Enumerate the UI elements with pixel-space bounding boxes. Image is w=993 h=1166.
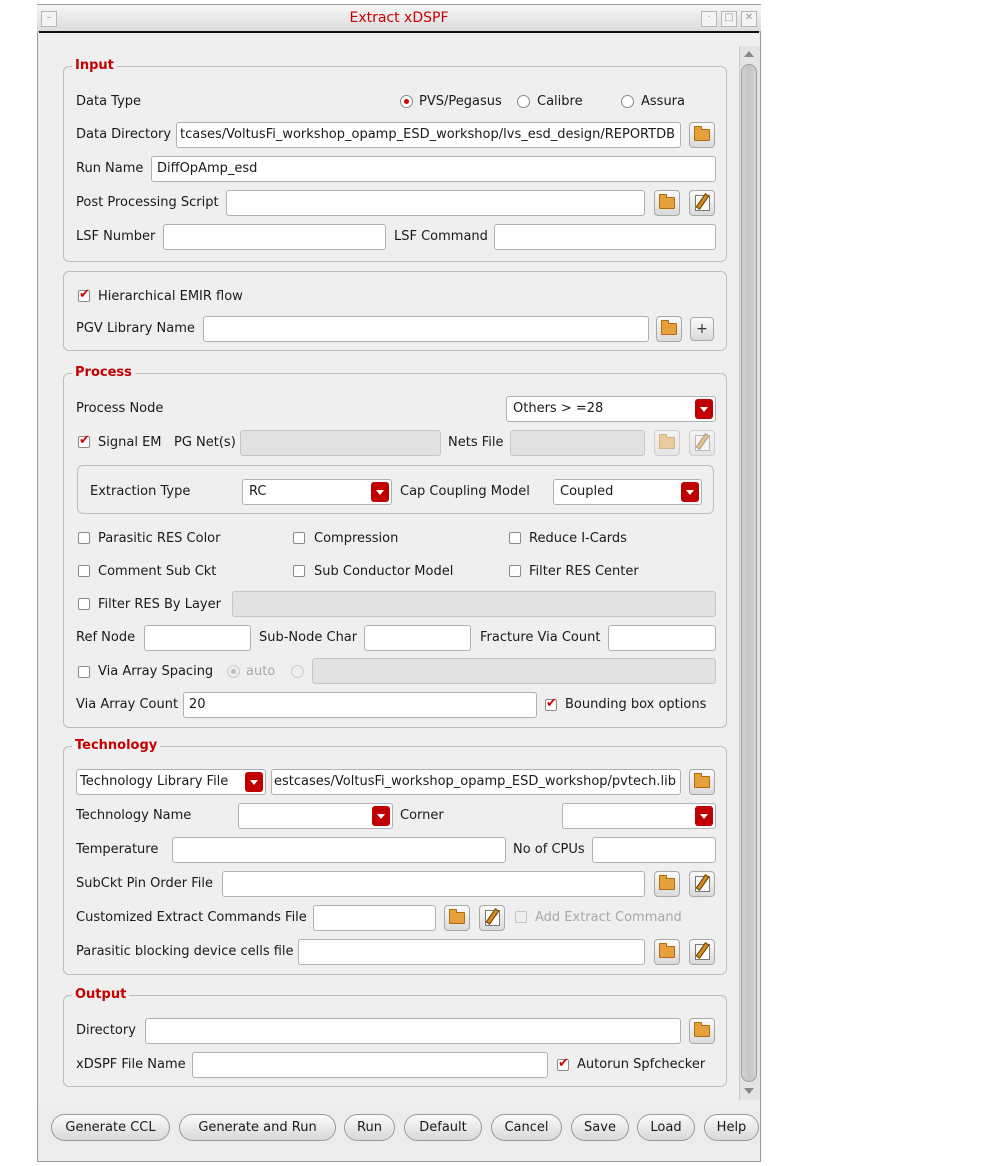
cap-coupling-dropdown[interactable] <box>553 479 702 505</box>
technology-group-label: Technology <box>72 738 160 754</box>
custom-extract-label: Customized Extract Commands File <box>76 910 307 925</box>
technology-source-dropdown[interactable] <box>76 769 266 795</box>
via-array-spacing-checkbox[interactable] <box>78 666 90 678</box>
chevron-down-icon <box>372 806 390 826</box>
sub-conductor-model-checkbox[interactable] <box>293 565 305 577</box>
folder-icon <box>659 437 675 449</box>
subckt-pin-order-field[interactable] <box>222 871 645 897</box>
window-title: Extract xDSPF <box>349 10 449 26</box>
process-node-value: Others > =28 <box>513 401 604 416</box>
chevron-down-icon <box>371 482 389 502</box>
default-button[interactable]: Default <box>404 1114 482 1141</box>
corner-dropdown[interactable] <box>562 803 716 829</box>
help-button[interactable]: Help <box>704 1114 759 1141</box>
lsf-command-field[interactable] <box>494 224 716 250</box>
folder-icon <box>659 878 675 890</box>
pgv-library-label: PGV Library Name <box>76 321 195 336</box>
folder-icon <box>659 197 675 209</box>
nets-file-label: Nets File <box>448 435 504 450</box>
lsf-command-label: LSF Command <box>394 229 488 244</box>
via-array-spacing-field <box>312 658 716 684</box>
technology-name-label: Technology Name <box>76 808 192 823</box>
custom-extract-browse-button[interactable] <box>444 905 470 931</box>
cpus-label: No of CPUs <box>513 842 585 857</box>
cap-coupling-value: Coupled <box>560 484 614 499</box>
scroll-up-icon[interactable] <box>740 47 758 63</box>
pgv-library-browse-button[interactable] <box>656 316 682 342</box>
comment-sub-ckt-checkbox[interactable] <box>78 565 90 577</box>
autorun-spfchecker-checkbox[interactable] <box>557 1059 569 1071</box>
sub-node-char-field[interactable] <box>364 625 471 651</box>
ref-node-label: Ref Node <box>76 630 136 645</box>
pgv-library-field[interactable] <box>203 316 649 342</box>
subckt-pin-browse-button[interactable] <box>654 871 680 897</box>
signal-em-checkbox[interactable] <box>78 436 90 448</box>
parasitic-res-color-checkbox[interactable] <box>78 532 90 544</box>
process-node-label: Process Node <box>76 401 164 416</box>
bounding-box-label[interactable]: Bounding box options <box>565 697 707 712</box>
process-node-dropdown[interactable] <box>506 396 716 422</box>
edit-icon <box>695 876 710 892</box>
ref-node-field[interactable] <box>144 625 251 651</box>
radio-assura-label[interactable]: Assura <box>641 94 685 109</box>
technology-library-browse-button[interactable] <box>689 769 715 795</box>
signal-em-label[interactable]: Signal EM <box>98 435 162 450</box>
compression-label[interactable]: Compression <box>314 531 399 546</box>
radio-calibre-label[interactable]: Calibre <box>537 94 583 109</box>
save-button[interactable]: Save <box>571 1114 629 1141</box>
radio-assura[interactable] <box>621 95 634 108</box>
edit-icon <box>485 910 500 926</box>
process-group-label: Process <box>72 365 135 381</box>
autorun-spfchecker-label[interactable]: Autorun Spfchecker <box>577 1057 706 1072</box>
filter-res-by-layer-field <box>232 591 716 617</box>
pgv-library-add-button[interactable] <box>690 317 714 341</box>
fracture-via-count-field[interactable] <box>608 625 716 651</box>
generate-and-run-button[interactable]: Generate and Run <box>179 1114 336 1141</box>
filter-res-center-checkbox[interactable] <box>509 565 521 577</box>
compression-checkbox[interactable] <box>293 532 305 544</box>
custom-extract-field[interactable] <box>313 905 436 931</box>
via-spacing-auto-label: auto <box>246 664 276 679</box>
reduce-icards-label[interactable]: Reduce I-Cards <box>529 531 627 546</box>
extraction-type-label: Extraction Type <box>90 484 191 499</box>
extraction-type-value: RC <box>249 484 267 499</box>
nets-file-browse-button <box>654 430 680 456</box>
fracture-via-count-label: Fracture Via Count <box>480 630 601 645</box>
sub-node-char-label: Sub-Node Char <box>259 630 358 645</box>
minimize-icon[interactable]: · <box>701 11 717 27</box>
load-button[interactable]: Load <box>637 1114 695 1141</box>
parasitic-blocking-browse-button[interactable] <box>654 939 680 965</box>
filter-res-center-label[interactable]: Filter RES Center <box>529 564 639 579</box>
data-directory-field[interactable]: tcases/VoltusFi_workshop_opamp_ESD_workshop/lvs_esd_design/REPORTDB <box>176 122 681 148</box>
output-directory-field[interactable] <box>145 1018 681 1044</box>
chevron-down-icon <box>245 772 263 792</box>
folder-icon <box>694 129 710 141</box>
folder-icon <box>449 912 465 924</box>
comment-sub-ckt-label[interactable]: Comment Sub Ckt <box>98 564 217 579</box>
maximize-icon[interactable]: □ <box>721 11 737 27</box>
filter-res-by-layer-checkbox[interactable] <box>78 598 90 610</box>
pg-nets-field <box>240 430 441 456</box>
edit-icon <box>695 435 710 451</box>
via-spacing-custom-radio <box>291 665 304 678</box>
lsf-number-field[interactable] <box>163 224 386 250</box>
via-array-count-label: Via Array Count <box>76 697 179 712</box>
xdspf-file-name-field[interactable] <box>192 1052 548 1078</box>
radio-pvs-pegasus-label[interactable]: PVS/Pegasus <box>419 94 502 109</box>
input-group-label: Input <box>72 58 117 74</box>
data-directory-browse-button[interactable] <box>689 122 715 148</box>
run-button[interactable]: Run <box>344 1114 395 1141</box>
reduce-icards-checkbox[interactable] <box>509 532 521 544</box>
technology-name-dropdown[interactable] <box>238 803 393 829</box>
cap-coupling-label: Cap Coupling Model <box>400 484 530 499</box>
title-bar[interactable] <box>37 5 761 32</box>
data-type-label: Data Type <box>76 94 142 109</box>
subckt-pin-edit-button[interactable] <box>689 871 715 897</box>
via-spacing-auto-radio <box>227 665 240 678</box>
edit-icon <box>695 944 710 960</box>
parasitic-blocking-field[interactable] <box>298 939 645 965</box>
generate-ccl-button[interactable]: Generate CCL <box>51 1114 170 1141</box>
technology-library-field[interactable]: estcases/VoltusFi_workshop_opamp_ESD_workshop/pvtech.lib <box>271 769 681 795</box>
scroll-down-icon[interactable] <box>740 1084 758 1100</box>
sub-conductor-model-label[interactable]: Sub Conductor Model <box>314 564 454 579</box>
plus-icon: + <box>696 321 708 337</box>
run-name-field[interactable]: DiffOpAmp_esd <box>151 156 716 182</box>
folder-icon <box>661 323 677 335</box>
post-processing-browse-button[interactable] <box>654 190 680 216</box>
radio-pvs-pegasus[interactable] <box>400 95 413 108</box>
folder-icon <box>694 1025 710 1037</box>
parasitic-blocking-edit-button[interactable] <box>689 939 715 965</box>
data-directory-label: Data Directory <box>76 127 172 142</box>
cpus-field[interactable] <box>592 837 716 863</box>
pg-nets-label: PG Net(s) <box>174 435 236 450</box>
output-group-label: Output <box>72 987 129 1003</box>
subckt-pin-order-label: SubCkt Pin Order File <box>76 876 213 891</box>
parasitic-res-color-label[interactable]: Parasitic RES Color <box>98 531 221 546</box>
chevron-down-icon <box>681 482 699 502</box>
edit-icon <box>695 195 710 211</box>
folder-icon <box>659 946 675 958</box>
bounding-box-checkbox[interactable] <box>545 699 557 711</box>
folder-icon <box>694 776 710 788</box>
window-menu-icon[interactable]: – <box>41 11 57 27</box>
xdspf-file-name-label: xDSPF File Name <box>76 1057 186 1072</box>
corner-label: Corner <box>400 808 444 823</box>
via-array-count-field[interactable]: 20 <box>183 692 537 718</box>
cancel-button[interactable]: Cancel <box>491 1114 562 1141</box>
add-extract-command-checkbox <box>515 911 527 923</box>
via-array-spacing-label[interactable]: Via Array Spacing <box>98 664 214 679</box>
radio-calibre[interactable] <box>517 95 530 108</box>
close-icon[interactable]: ✕ <box>741 11 757 27</box>
temperature-field[interactable] <box>172 837 506 863</box>
lsf-number-label: LSF Number <box>76 229 156 244</box>
parasitic-blocking-label: Parasitic blocking device cells file <box>76 944 294 959</box>
post-processing-edit-button[interactable] <box>689 190 715 216</box>
scroll-thumb[interactable] <box>741 64 757 1082</box>
temperature-label: Temperature <box>76 842 159 857</box>
run-name-label: Run Name <box>76 161 144 176</box>
hierarchical-emir-label[interactable]: Hierarchical EMIR flow <box>98 289 243 304</box>
technology-source-value: Technology Library File <box>80 774 229 789</box>
output-directory-browse-button[interactable] <box>689 1018 715 1044</box>
post-processing-field[interactable] <box>226 190 645 216</box>
extraction-type-dropdown[interactable] <box>242 479 392 505</box>
chevron-down-icon <box>695 399 713 419</box>
filter-res-by-layer-label[interactable]: Filter RES By Layer <box>98 597 221 612</box>
custom-extract-edit-button[interactable] <box>479 905 505 931</box>
nets-file-edit-button <box>689 430 715 456</box>
output-directory-label: Directory <box>76 1023 136 1038</box>
add-extract-command-label: Add Extract Command <box>535 910 682 925</box>
hierarchical-emir-checkbox[interactable] <box>78 290 90 302</box>
chevron-down-icon <box>695 806 713 826</box>
nets-file-field <box>510 430 645 456</box>
post-processing-label: Post Processing Script <box>76 195 219 210</box>
